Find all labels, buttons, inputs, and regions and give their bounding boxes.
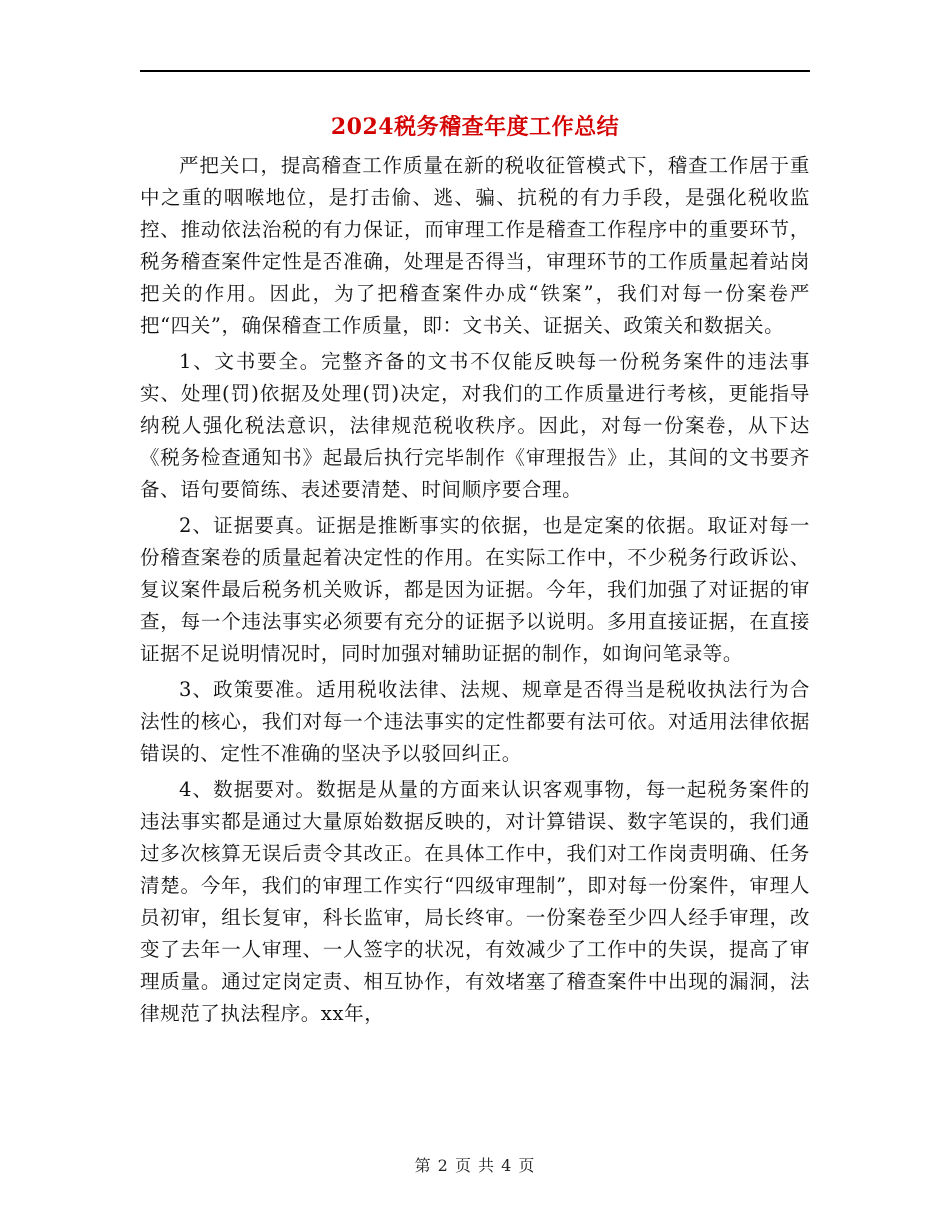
paragraph-evidence: 2、证据要真。证据是推断事实的依据，也是定案的依据。取证对每一份稽查案卷的质量起着决定性的作用。在实际工作中，不少税务行政诉讼、复议案件最后税务机关败诉，都是因为证据。今年，我们加强了对证据的审查，每一个违法事实必须要有充分的证据予以说明。多用直接证据，在直接证据不足说明情况时，同时加强对辅助证据的制作，如询问笔录等。 (140, 514, 810, 665)
paragraph-policy: 3、政策要准。适用税收法律、法规、规章是否得当是税收执法行为合法性的核心，我们对每一个违法事实的定性都要有法可依。对适用法律依据错误的、定性不准确的坚决予以驳回纠正。 (140, 678, 810, 765)
document-title: 2024税务稽查年度工作总结 (330, 114, 620, 140)
paragraph-intro: 严把关口，提高稽查工作质量在新的税收征管模式下，稽查工作居于重中之重的咽喉地位，是打击偷、逃、骗、抗税的有力手段，是强化税收监控、推动依法治税的有力保证，而审理工作是稽查工作程序中的重要环节，税务稽查案件定性是否准确，处理是否得当，审理环节的工作质量起着站岗把关的作用。因此，为了把稽查案件办成“铁案”，我们对每一份案卷严把“四关”，确保稽查工作质量，即：文书关、证据关、政策关和数据关。 (140, 154, 810, 337)
paragraph-documents: 1、文书要全。完整齐备的文书不仅能反映每一份税务案件的违法事实、处理(罚)依据及处理(罚)决定，对我们的工作质量进行考核，更能指导纳税人强化税法意识，法律规范税收秩序。因此，对每一份案卷，从下达《税务检查通知书》起最后执行完毕制作《审理报告》止，其间的文书要齐备、语句要简练、表述要清楚、时间顺序要合理。 (140, 350, 810, 501)
header-rule (140, 70, 810, 72)
page-number: 第 2 页 共 4 页 (414, 1156, 536, 1175)
document-body (140, 150, 810, 1030)
paragraph-data: 4、数据要对。数据是从量的方面来认识客观事物，每一起税务案件的违法事实都是通过大量原始数据反映的，对计算错误、数字笔误的，我们通过多次核算无误后责令其改正。在具体工作中，我们对工作岗责明确、任务清楚。今年，我们的审理工作实行“四级审理制”，即对每一份案件，审理人员初审，组长复审，科长监审，局长终审。一份案卷至少四人经手审理，改变了去年一人审理、一人签字的状况，有效减少了工作中的失误，提高了审理质量。通过定岗定责、相互协作，有效堵塞了稽查案件中出现的漏洞，法律规范了执法程序。xx年， (140, 778, 810, 1025)
